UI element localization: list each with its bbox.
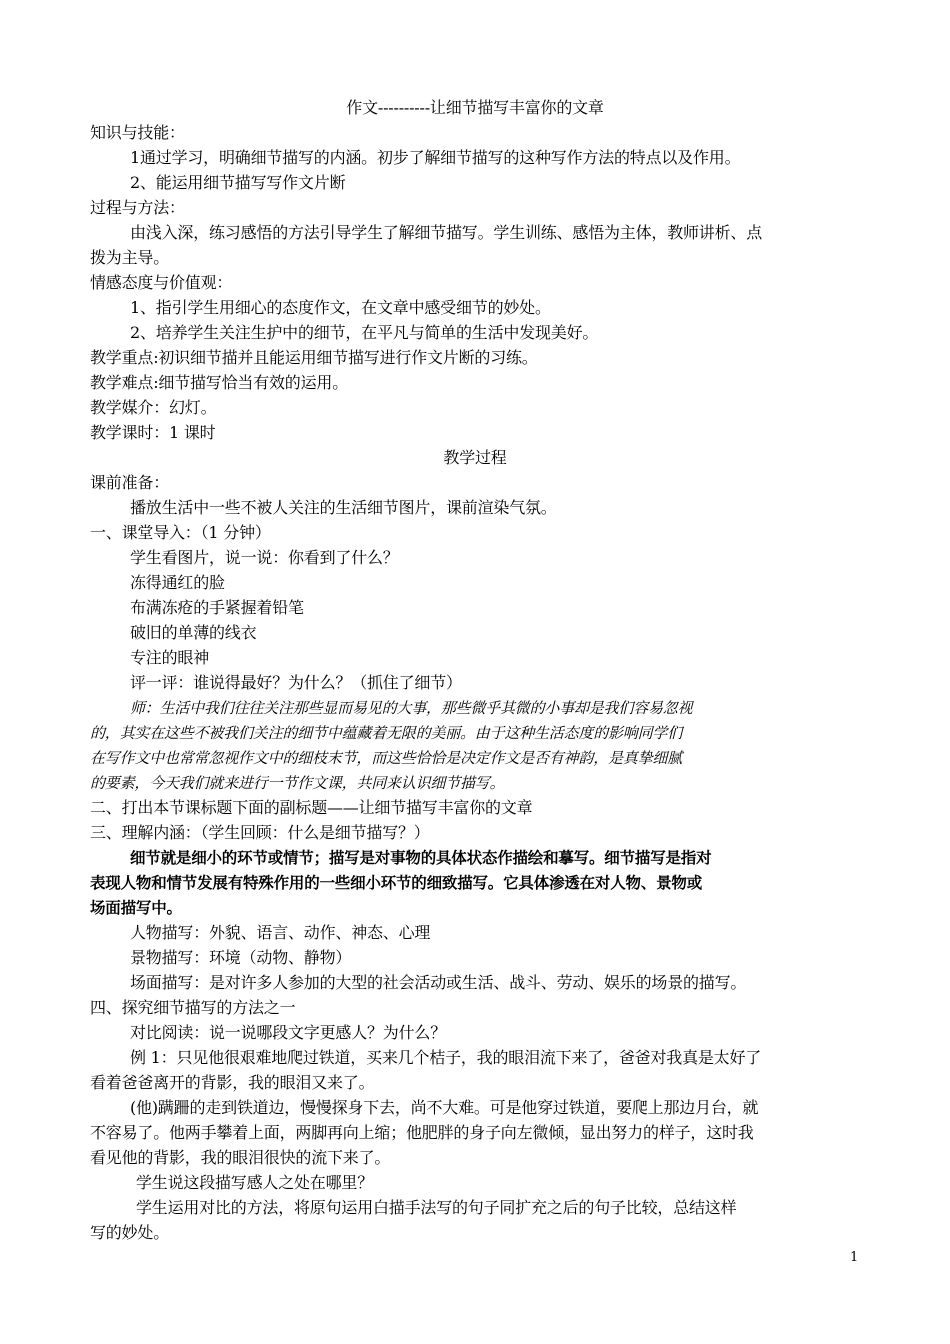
text-line: 学生说这段描写感人之处在哪里？ — [136, 1173, 374, 1192]
text-line: 2、能运用细节描写写作文片断 — [130, 173, 346, 192]
text-line: 细节就是细小的环节或情节；描写是对事物的具体状态作描绘和摹写。细节描写是指对 — [130, 849, 712, 867]
text-line: 过程与方法： — [90, 198, 185, 217]
text-line: (他)蹒跚的走到铁道边，慢慢探身下去，尚不大难。可是他穿过铁道，要爬上那边月台，就 — [130, 1098, 759, 1117]
text-line: 学生看图片，说一说：你看到了什么？ — [130, 548, 399, 567]
text-line: 破旧的单薄的线衣 — [130, 623, 257, 642]
text-line: 不容易了。他两手攀着上面，两脚再向上缩；他肥胖的身子向左微倾，显出努力的样子，这时我 — [90, 1123, 754, 1142]
text-line: 冻得通红的脸 — [130, 573, 225, 592]
text-line: 写的妙处。 — [90, 1223, 170, 1242]
text-line: 表现人物和情节发展有特殊作用的一些细小环节的细致描写。它具体渗透在对人物、景物或 — [90, 874, 703, 892]
page-number: 1 — [850, 1250, 859, 1265]
document-title: 作文----------让细节描写丰富你的文章 — [346, 98, 604, 117]
text-line: 教学媒介：幻灯。 — [90, 398, 217, 417]
text-line: 四、探究细节描写的方法之一 — [90, 998, 296, 1017]
text-line: 师：生活中我们往往关注那些显而易见的大事，那些微乎其微的小事却是我们容易忽视 — [130, 699, 693, 717]
section-heading: 教学过程 — [443, 448, 507, 467]
text-line: 场面描写：是对许多人参加的大型的社会活动或生活、战斗、劳动、娱乐的场景的描写。 — [130, 973, 747, 992]
text-line: 知识与技能： — [90, 123, 185, 142]
text-line: 场面描写中。 — [90, 899, 182, 917]
text-line: 教学重点:初识细节描并且能运用细节描写进行作文片断的习练。 — [90, 348, 538, 367]
text-line: 三、理解内涵：（学生回顾：什么是细节描写？） — [90, 823, 430, 842]
text-line: 二、打出本节课标题下面的副标题——让细节描写丰富你的文章 — [90, 798, 533, 817]
text-line: 人物描写：外貌、语言、动作、神态、心理 — [130, 923, 431, 942]
text-line: 看见他的背影，我的眼泪很快的流下来了。 — [90, 1148, 391, 1167]
text-line: 课前准备： — [90, 473, 170, 492]
text-line: 学生运用对比的方法，将原句运用白描手法写的句子同扩充之后的句子比较，总结这样 — [136, 1198, 737, 1217]
text-line: 布满冻疮的手紧握着铅笔 — [130, 598, 304, 617]
text-line: 教学课时：1 课时 — [90, 423, 216, 442]
text-line: 2、培养学生关注生护中的细节，在平凡与简单的生活中发现美好。 — [130, 323, 599, 342]
text-line: 例 1：只见他很艰难地爬过铁道，买来几个桔子，我的眼泪流下来了，爸爸对我真是太好了 — [130, 1048, 762, 1067]
text-line: 1通过学习，明确细节描写的内涵。初步了解细节描写的这种写作方法的特点以及作用。 — [130, 148, 741, 167]
text-line: 的，其实在这些不被我们关注的细节中蕴藏着无限的美丽。由于这种生活态度的影响同学们 — [90, 724, 683, 742]
text-line: 专注的眼神 — [130, 648, 210, 667]
text-line: 教学难点:细节描写恰当有效的运用。 — [90, 373, 348, 392]
text-line: 拨为主导。 — [90, 248, 170, 267]
text-line: 的要素，今天我们就来进行一节作文课，共同来认识细节描写。 — [90, 774, 505, 792]
text-line: 评一评：谁说得最好？为什么？（抓住了细节） — [130, 673, 462, 692]
text-line: 景物描写：环境（动物、静物） — [130, 948, 352, 967]
text-line: 播放生活中一些不被人关注的生活细节图片，课前渲染气氛。 — [130, 498, 557, 517]
text-line: 看着爸爸离开的背影，我的眼泪又来了。 — [90, 1073, 375, 1092]
text-line: 一、课堂导入：（1 分钟） — [90, 523, 271, 542]
text-line: 1、指引学生用细心的态度作文，在文章中感受细节的妙处。 — [130, 298, 551, 317]
text-line: 对比阅读：说一说哪段文字更感人？为什么？ — [130, 1023, 447, 1042]
text-line: 情感态度与价值观： — [90, 273, 233, 292]
text-line: 在写作文中也常常忽视作文中的细枝末节，而这些恰恰是决定作文是否有神韵，是真挚细腻 — [90, 749, 683, 767]
text-line: 由浅入深，练习感悟的方法引导学生了解细节描写。学生训练、感悟为主体，教师讲析、点 — [130, 223, 763, 242]
